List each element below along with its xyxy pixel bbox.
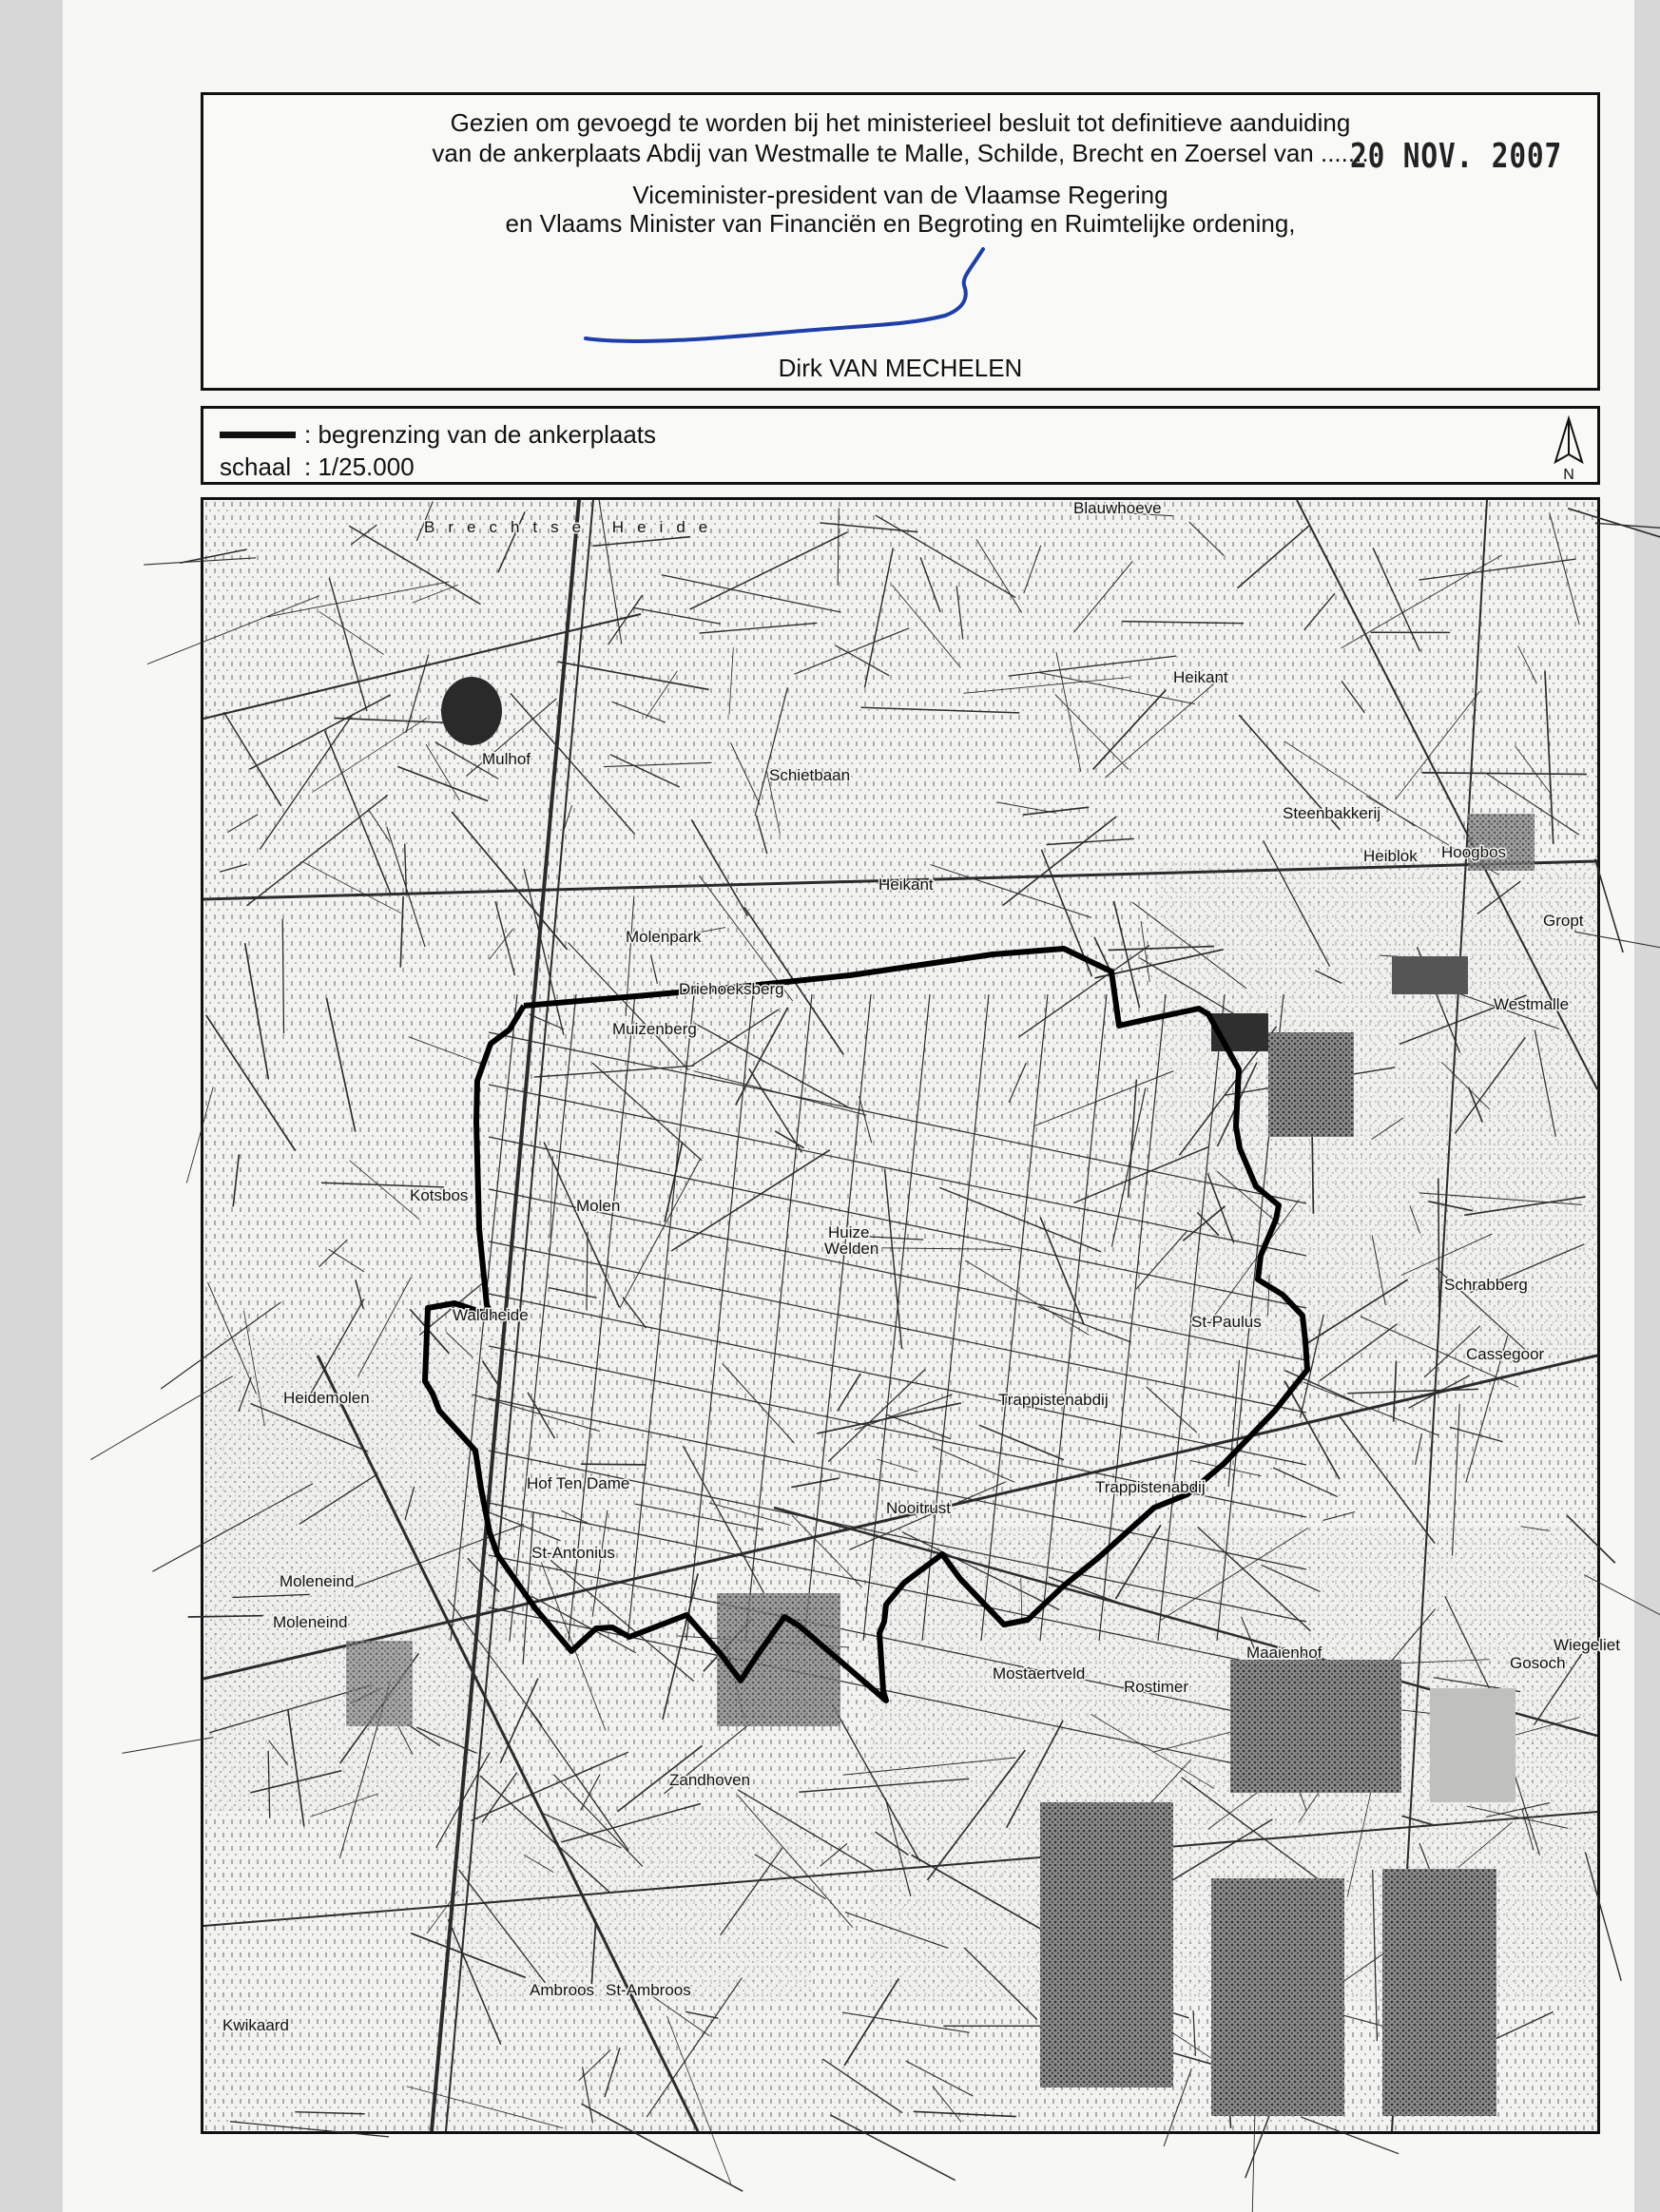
place-label: Heikant	[878, 875, 934, 894]
place-label: Westmalle	[1494, 995, 1570, 1013]
boundary-line-icon	[220, 432, 296, 438]
header-line-2: van de ankerplaats Abdij van Westmalle te Malle, Schilde, Brecht en Zoersel van .......	[432, 139, 1369, 167]
document-page	[63, 0, 1634, 2212]
place-label: St-Antonius	[531, 1544, 615, 1562]
place-label: Wiegeliet	[1554, 1636, 1620, 1654]
signer-name: Dirk VAN MECHELEN	[778, 354, 1023, 382]
place-label: Heidemolen	[283, 1389, 370, 1407]
place-label: Muizenberg	[612, 1020, 697, 1038]
date-stamp: 20 NOV. 2007	[1350, 137, 1563, 176]
legend-boundary-label: : begrenzing van de ankerplaats	[304, 420, 657, 449]
place-label: Schietbaan	[769, 766, 851, 784]
place-label: St-Ambroos	[606, 1981, 691, 1999]
road-line	[122, 1738, 213, 1754]
place-label: Heiblok	[1363, 847, 1418, 865]
legend-box	[201, 406, 1600, 485]
signature-icon	[584, 247, 1116, 361]
topographic-map	[203, 499, 1620, 2131]
header-line-1: Gezien om gevoegd te worden bij het ministerieel besluit tot definitieve aanduiding	[450, 108, 1351, 137]
place-label: Driehoeksberg	[679, 980, 784, 998]
place-label: Maaienhof	[1246, 1644, 1322, 1662]
legend-scale-label: schaal	[220, 452, 292, 481]
place-label: Gosoch	[1510, 1654, 1566, 1672]
place-label: Heikant	[1173, 668, 1228, 686]
place-label: Moleneind	[280, 1572, 355, 1590]
place-label: Welden	[824, 1240, 879, 1258]
place-label: Huize	[828, 1223, 870, 1241]
place-label: Mulhof	[482, 750, 531, 768]
place-label: Mostaertveld	[993, 1664, 1086, 1683]
place-label: Hoogbos	[1441, 843, 1507, 861]
region-label: Brechtse Heide	[424, 518, 722, 536]
place-label: Cassegoor	[1466, 1345, 1545, 1363]
place-label: Gropt	[1543, 912, 1584, 930]
place-label: Trappistenabdij	[1095, 1478, 1206, 1496]
place-label: Hof Ten Dame	[527, 1474, 630, 1492]
place-label: Blauwhoeve	[1073, 499, 1162, 517]
place-label: Zandhoven	[669, 1771, 751, 1789]
place-label: Nooitrust	[886, 1499, 952, 1517]
approval-header-box	[201, 92, 1600, 391]
place-label: Waldheide	[453, 1306, 529, 1324]
place-label: Moleneind	[273, 1613, 348, 1631]
place-label: St-Paulus	[1191, 1313, 1262, 1331]
north-arrow-icon	[1550, 416, 1588, 481]
place-label: Kotsbos	[410, 1186, 469, 1204]
minister-title-1: Viceminister-president van de Vlaamse Regering	[632, 181, 1168, 209]
pond	[441, 677, 502, 745]
place-label: Molen	[576, 1197, 621, 1215]
minister-title-2: en Vlaams Minister van Financiën en Begroting en Ruimtelijke ordening,	[505, 209, 1296, 238]
place-label: Kwikaard	[222, 2016, 289, 2034]
place-label: Steenbakkerij	[1283, 804, 1381, 822]
place-label: Molenpark	[626, 928, 702, 946]
map-frame	[201, 497, 1620, 2134]
place-label: Ambroos	[530, 1981, 595, 1999]
legend-scale-value: : 1/25.000	[304, 452, 415, 481]
road-line	[581, 1464, 647, 1465]
place-label: Trappistenabdij	[998, 1391, 1109, 1409]
place-label: Schrabberg	[1444, 1276, 1528, 1294]
place-label: Rostimer	[1124, 1678, 1189, 1696]
north-label: N	[1563, 467, 1574, 483]
